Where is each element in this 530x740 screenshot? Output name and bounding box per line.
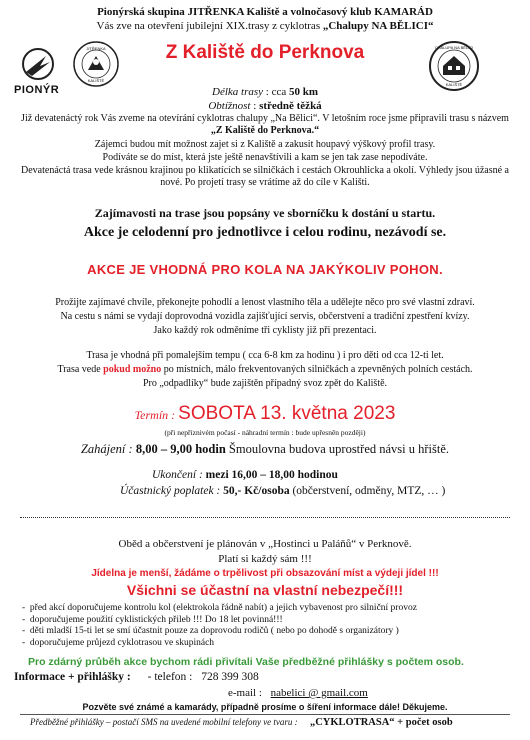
jitrenka-bottom-text: KALIŠTĚ	[87, 78, 105, 83]
description-5b: po místních, málo frekventovaných silničkách a zpevněných polních cestách.	[161, 364, 473, 375]
lunch-line-3: Jídelna je menší, žádáme o trpělivost při obsazování míst a výdeji jídel !!!	[91, 568, 439, 579]
jitrenka-top-text: JITŘENKA	[86, 46, 106, 51]
email-label: e-mail :	[228, 687, 262, 699]
route-length	[0, 86, 530, 99]
end-time: mezi 16,00 – 18,00 hodinou	[205, 469, 338, 481]
contact-line	[14, 670, 259, 684]
contact-label: Informace + přihlášky :	[14, 671, 131, 683]
phone-label: - telefon :	[147, 671, 193, 683]
description-5a: Trasa vede	[57, 364, 104, 375]
rule-text: doporučujeme použití cyklistických přileb !!! Do 18 let povinná!!!	[29, 614, 283, 625]
lunch-line-1: Oběd a občerstvení je plánován v „Hostinci u Paláňů“ v Perknově.	[118, 538, 412, 550]
email-link[interactable]	[271, 687, 368, 699]
route-difficulty-label: Obtížnost	[208, 100, 251, 112]
description-1: Prožijte zajímavé chvíle, překonejte pohodlí a lenost vlastního těla a udělejte něco pro své vlastní zdraví.	[55, 297, 475, 308]
section-divider	[20, 517, 510, 518]
page-title: Z Kaliště do Perknova	[165, 42, 365, 63]
list-item: - před akcí doporučujeme kontrolu kol (elektrokola řádně nabít) a jejich vybavenost pro silniční provoz	[22, 603, 417, 613]
list-item: - doporučujeme použití cyklistických přileb !!! Do 18 let povinná!!!	[22, 614, 283, 625]
invite-line: Pozvěte své známé a kamarády, případně prosíme o šíření informace dále! Děkujeme.	[82, 702, 448, 712]
rule-text: před akcí doporučujeme kontrolu kol (elektrokola řádně nabít) a jejich vybavenost pro silniční provoz	[29, 603, 417, 613]
intro-paragraph-2: Zájemci budou mít možnost zajet si z Kaliště a zakusit houpavý výškový profil trasy.	[94, 139, 436, 150]
start-line	[0, 441, 530, 457]
intro-paragraph-1	[20, 113, 510, 137]
risk-warning: Všichni se účastní na vlastní nebezpečí!!!	[126, 582, 404, 598]
header-line-2	[0, 20, 530, 33]
email-user: nabelici @	[270, 687, 319, 699]
start-time: 8,00 – 9,00 hodin	[135, 442, 226, 456]
fee-note: (občerstvení, odměny, MTZ, … )	[289, 485, 446, 497]
fee-label: Účastnický poplatek :	[120, 485, 224, 497]
start-place: Šmoulovna budova uprostřed návsi u hřiště.	[228, 442, 450, 456]
event-type: Akce je celodenní pro jednotlivce i celou rodinu, nezávodí se.	[83, 225, 447, 240]
term-line	[0, 402, 530, 427]
footer-divider	[20, 714, 510, 715]
highlights-note: Zajímavosti na trase jsou popsány ve sborníčku k dostání u startu.	[94, 206, 436, 220]
sms-text: Předběžné přihlášky – postačí SMS na uvedené mobilní telefony ve tvaru :	[30, 717, 298, 727]
term-label: Termín :	[134, 408, 179, 422]
email-domain: gmail.com	[318, 687, 368, 699]
preregistration-note: Pro zdárný průběh akce bychom rádi přivítali Vaše předběžné přihlášky s počtem osob.	[28, 656, 464, 668]
sms-line	[30, 716, 453, 729]
phone-number[interactable]: 728 399 308	[201, 671, 259, 683]
description-5-highlight: pokud možno	[103, 364, 162, 375]
route-length-sep: : cca	[263, 86, 289, 98]
description-3: Jako každý rok odměníme tři cyklisty již při prezentaci.	[153, 325, 377, 336]
rule-text: doporučujeme průjezd cyklotrasou ve skupinách	[29, 637, 215, 648]
intro-paragraph-3: Podíváte se do míst, která jste ještě nenavštívili a kam se jen tak zase nepodíváte.	[102, 152, 428, 163]
header-line-1: Pionýrská skupina JITŘENKA Kaliště a volnočasový klub KAMARÁD	[97, 6, 433, 18]
description-5	[0, 364, 530, 376]
route-name: „Z Kaliště do Perknova.“	[210, 125, 320, 136]
sms-format: „CYKLOTRASA“ + počet osob	[309, 717, 453, 728]
term-value: SOBOTA 13. května 2023	[178, 403, 396, 424]
rule-text: děti mladší 15-ti let se smí účastnit pouze za doprovodu rodičů ( nebo po dohodě s organizátory )	[29, 626, 399, 636]
fee-line	[120, 484, 445, 498]
route-difficulty-sep: :	[250, 100, 260, 112]
bike-notice: AKCE JE VHODNÁ PRO KOLA NA JAKÝKOLIV POHON.	[87, 262, 443, 277]
route-difficulty-value: středně těžká	[259, 100, 322, 112]
header-invite-text: Vás zve na otevření jubilejní XIX.trasy z cyklotras	[96, 20, 323, 32]
list-item: - děti mladší 15-ti let se smí účastnit pouze za doprovodu rodičů ( nebo po dohodě s organizátory )	[22, 626, 399, 636]
description-6: Pro „odpadlíky“ bude zajištěn případný svoz zpět do Kaliště.	[142, 378, 388, 389]
intro-paragraph-4: Devatenáctá trasa vede krásnou krajinou po klikatících se silničkách i cestách Okrouhlicka a okolí. Výhledy jsou úžasné a nové. Po projetí trasy se vrátíme až do cíle v Kališti.	[21, 165, 509, 188]
description-2: Na cestu s námi se vydají doprovodná vozidla zajišťující servis, občerstvení a tradiční zpestření kvízy.	[60, 311, 470, 322]
list-item: - doporučujeme průjezd cyklotrasou ve skupinách	[22, 637, 215, 648]
rules-list	[22, 603, 512, 649]
intro-text-1: Již devatenáctý rok Vás zveme na otevírání cyklotras chalupy „Na Bělici“. V letošním roce jsme připravili trasu s názvem	[21, 113, 509, 124]
pionyr-label: PIONÝR	[14, 84, 60, 96]
start-label: Zahájení :	[80, 442, 136, 456]
lunch-line-2: Platí si každý sám !!!	[218, 553, 312, 565]
term-note: (při nepříznivém počasí - náhradní termín : bude upřesněn později)	[164, 428, 366, 437]
header-chalupy-name: „Chalupy NA BĚLICI“	[322, 20, 434, 32]
route-length-label: Délka trasy	[212, 86, 264, 98]
route-difficulty	[0, 100, 530, 113]
chalupa-bottom-text: KALIŠTĚ	[445, 82, 463, 87]
fee-value: 50,- Kč/osoba	[223, 485, 290, 497]
route-length-value: 50 km	[288, 86, 318, 98]
end-label: Ukončení :	[152, 469, 206, 481]
chalupa-top-text: CHALUPA NA BĚLICI	[434, 45, 474, 50]
email-line	[228, 686, 368, 700]
description-4: Trasa je vhodná při pomalejším tempu ( cca 6-8 km za hodinu ) i pro děti od cca 12-ti let.	[86, 350, 444, 361]
end-line	[152, 468, 338, 482]
